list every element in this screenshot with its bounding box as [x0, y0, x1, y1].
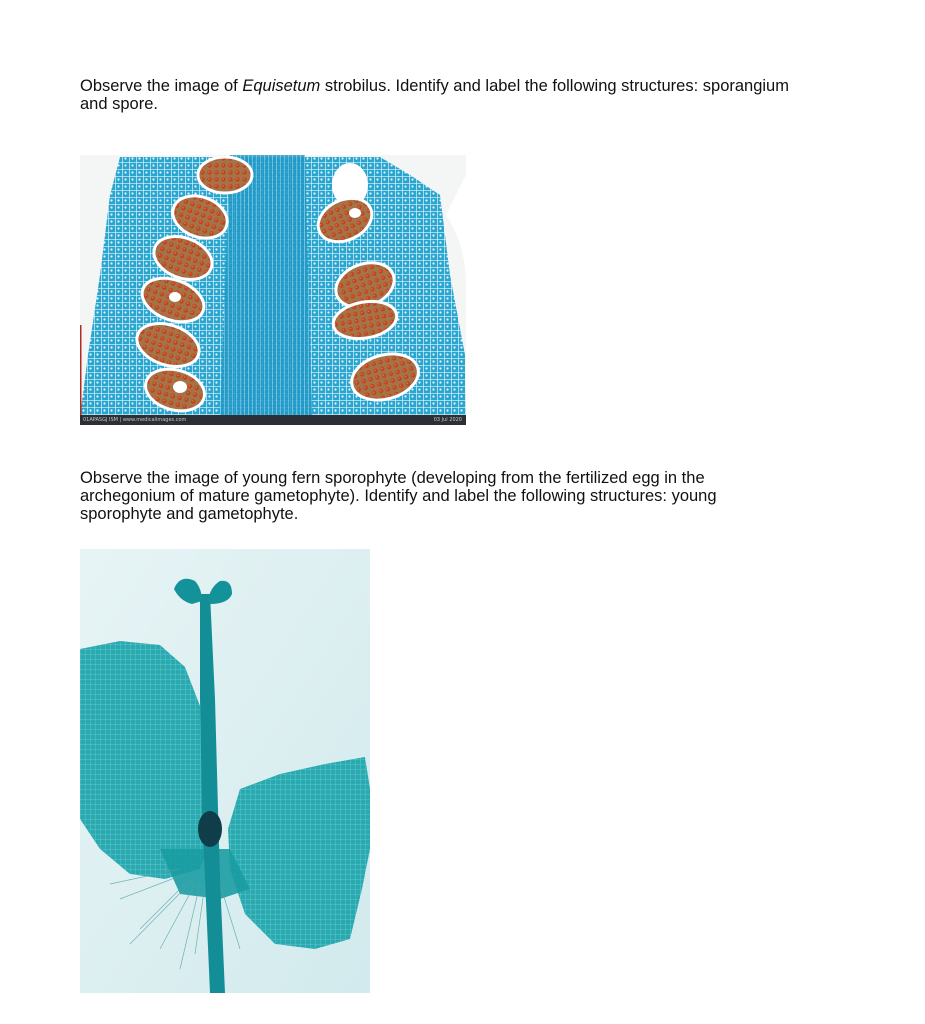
question-1-prefix: Observe the image of — [80, 77, 243, 95]
equisetum-term: Equisetum — [242, 77, 321, 95]
fern-sporophyte-image — [80, 549, 370, 993]
sporophyte-micrograph — [80, 549, 370, 993]
question-1-text — [80, 77, 800, 113]
strobilus-micrograph — [80, 155, 466, 425]
image-credit-bar — [80, 415, 466, 425]
equisetum-strobilus-image — [80, 155, 466, 425]
question-2-text: Observe the image of young fern sporophyte (developing from the fertilized egg in the archegonium of mature gametophyte). Identify and label the following structures: young sporophyte and gametophyte. — [80, 469, 717, 523]
question-1-suffix: strobilus. Identify and label the following structures: sporangium and spore. — [80, 77, 789, 113]
image-date-text: 03 Jul 2020 — [433, 417, 462, 423]
image-credit-text: 01APASGJ ISM | www.medicalimages.com — [83, 417, 187, 423]
